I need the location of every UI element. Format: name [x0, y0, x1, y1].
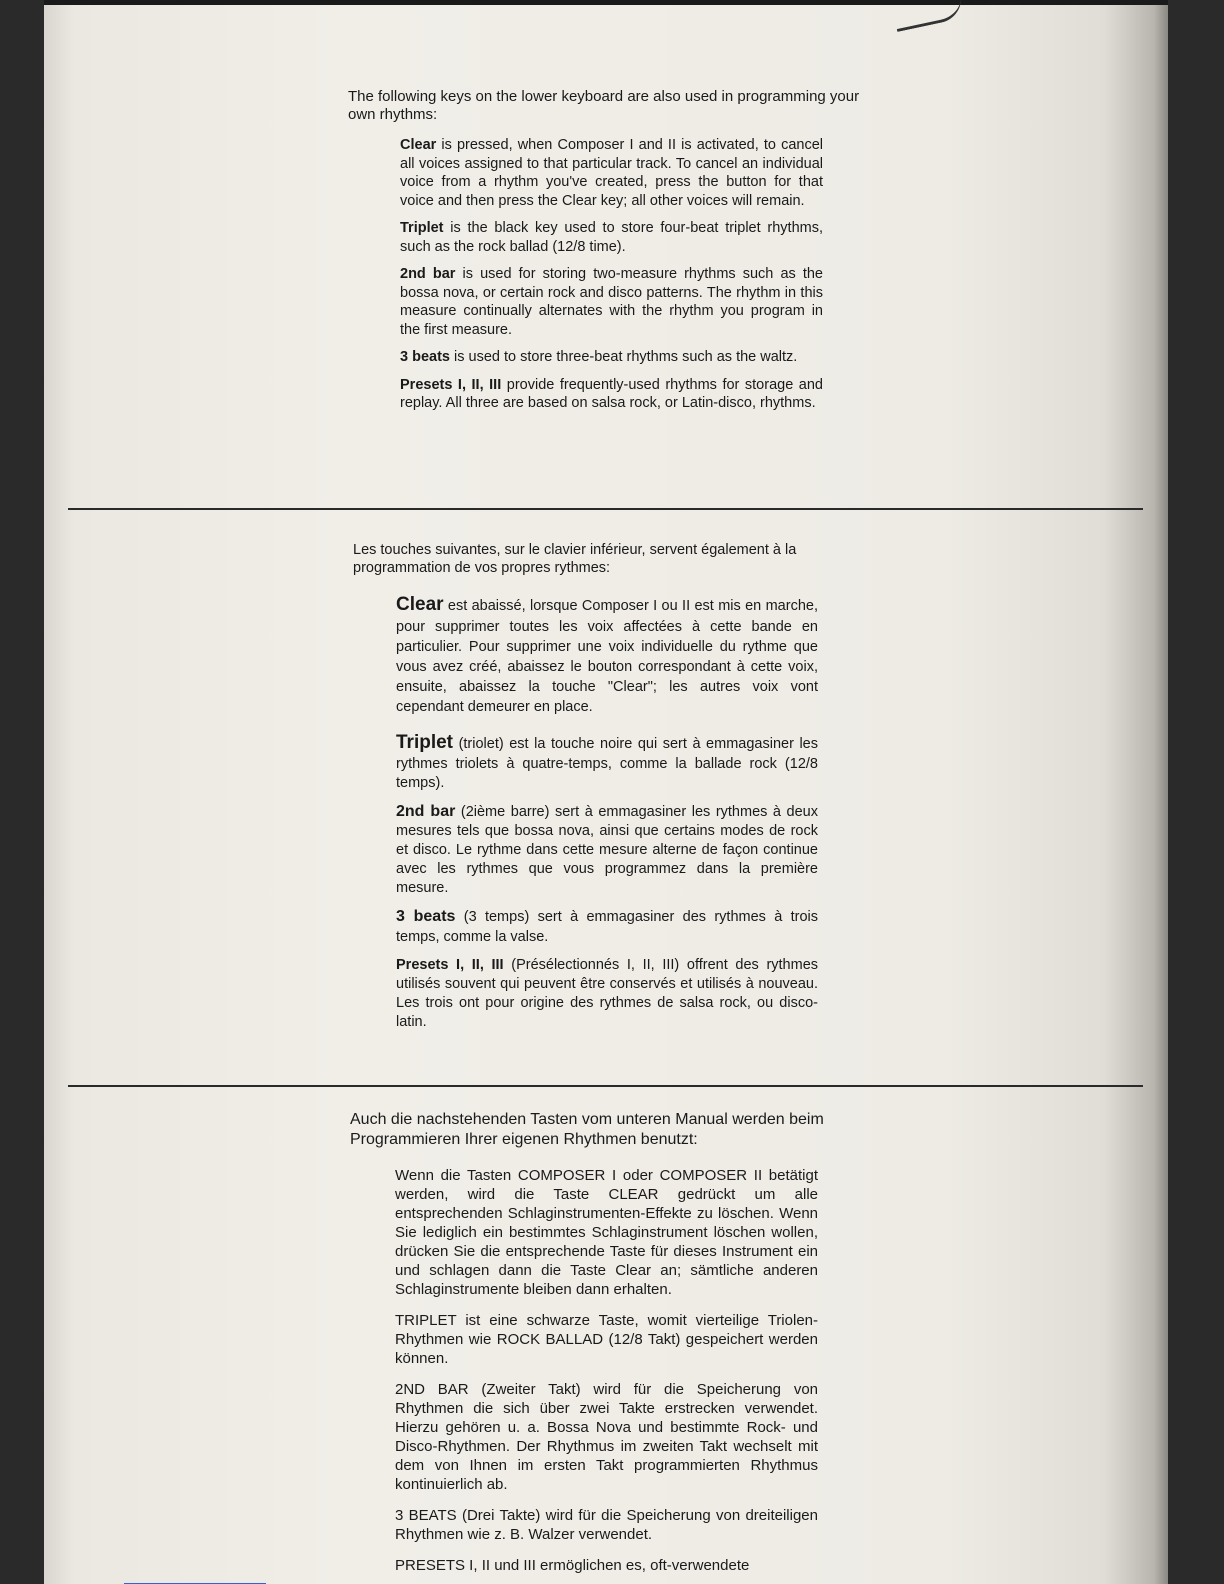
english-item-clear	[400, 136, 823, 210]
french-item-clear	[396, 593, 818, 717]
french-item-presets-text: (Présélectionnés I, II, III) offrent des rythmes utilisés souvent qui peuvent être conservés et utilisés à nouveau. Les trois ont pour origine des rythmes de salsa rock, ou disco-latin.	[396, 957, 819, 1030]
page-top-edge	[44, 0, 1168, 5]
german-item-3-beats: 3 BEATS (Drei Takte) wird für die Speicherung von dreiteiligen Rhythmen wie z. B. Walzer verwendet.	[395, 1507, 818, 1543]
french-item-2nd-bar-text: (2ième barre) sert à emmagasiner les rythmes à deux mesures tels que bossa nova, ainsi que certains modes de rock et disco. Le rythme dans cette mesure alterne de façon continue avec les rythmes que vous programmez dans la première mesure.	[396, 804, 818, 896]
german-item-2nd-bar: 2ND BAR (Zweiter Takt) wird für die Speicherung von Rhythmen die sich über zwei Takte erstrecken verwendet. Hierzu gehören u. a. Bossa Nova und bestimmte Rock- und Disco-Rhythmen. Der Rhythmus im zweiten Takt wechselt mit dem von Ihnen im ersten Takt programmierten Rhythmus kontinuierlich ab.	[395, 1381, 818, 1493]
fr-key-triplet: Triplet	[396, 732, 454, 753]
english-item-presets	[400, 376, 823, 413]
french-item-3-beats-text: (3 temps) sert à emmagasiner des rythmes à trois temps, comme la valse.	[396, 909, 818, 945]
french-item-3-beats	[396, 907, 818, 947]
english-item-3-beats	[400, 348, 823, 367]
key-3-beats: 3 beats	[400, 349, 450, 365]
english-intro: The following keys on the lower keyboard are also used in programming your own rhythms:	[348, 88, 860, 123]
english-section	[348, 88, 860, 422]
german-item-list	[395, 1166, 818, 1575]
french-item-list	[396, 593, 818, 1032]
english-item-2nd-bar-text: is used for storing two-measure rhythms such as the bossa nova, or certain rock and disco patterns. The rhythm in this measure continually alternates with the rhythm you program in the first measure.	[400, 266, 824, 338]
manual-page	[44, 0, 1168, 1584]
german-section	[350, 1110, 870, 1575]
key-triplet: Triplet	[400, 220, 444, 236]
fr-key-clear: Clear	[396, 594, 444, 615]
english-item-2nd-bar	[400, 265, 823, 339]
key-presets: Presets I, II, III	[400, 376, 502, 393]
german-item-clear: Wenn die Tasten COMPOSER I oder COMPOSER II betätigt werden, wird die Taste CLEAR gedrückt um alle entsprechenden Schlaginstrumenten-Effekte zu löschen. Wenn Sie lediglich ein bestimmtes Schlaginstrument löschen wollen, drücken Sie die entsprechende Taste für dieses Instrument ein und schlagen dann die Taste Clear an; sämtliche anderen Schlaginstrumente bleiben dann erhalten.	[395, 1167, 818, 1298]
french-intro: Les touches suivantes, sur le clavier inférieur, servent également à la programmation de vos propres rythmes:	[353, 542, 797, 576]
german-intro: Auch die nachstehenden Tasten vom unteren Manual werden beim Programmieren Ihrer eigenen Rhythmen benutzt:	[350, 1111, 824, 1148]
german-item-presets: PRESETS I, II und III ermöglichen es, oft-verwendete	[395, 1557, 750, 1574]
french-item-triplet-text: (triolet) est la touche noire qui sert à emmagasiner les rythmes triolets à quatre-temps, comme la ballade rock (12/8 temps).	[396, 736, 818, 791]
page-tear-mark	[892, 0, 966, 32]
key-clear: Clear	[400, 137, 437, 153]
section-divider-1	[68, 508, 1143, 510]
english-item-triplet	[400, 219, 823, 256]
english-item-3-beats-text: is used to store three-beat rhythms such as the waltz.	[449, 349, 798, 365]
french-item-triplet	[396, 731, 818, 793]
section-divider-2	[68, 1085, 1143, 1087]
german-item-triplet: TRIPLET ist eine schwarze Taste, womit vierteilige Triolen-Rhythmen wie ROCK BALLAD (12/8 Takt) gespeichert werden können.	[395, 1312, 818, 1367]
english-item-presets-text: provide frequently-used rhythms for storage and replay. All three are based on salsa rock, or Latin-disco, rhythms.	[400, 376, 823, 411]
english-item-triplet-text: is the black key used to store four-beat triplet rhythms, such as the rock ballad (12/8 time).	[400, 220, 823, 255]
key-2nd-bar: 2nd bar	[400, 266, 456, 282]
fr-key-3-beats: 3 beats	[396, 908, 456, 925]
fr-key-2nd-bar: 2nd bar	[396, 803, 456, 820]
french-section	[353, 541, 868, 1041]
fr-key-presets: Presets I, II, III	[396, 957, 504, 973]
english-item-list	[400, 136, 823, 413]
french-item-clear-text: est abaissé, lorsque Composer I ou II est mis en marche, pour supprimer toutes les voix affectées à cette bande en particulier. Pour supprimer une voix individuelle du rythme que vous avez créé, abaissez le bouton correspondant à cette voix, ensuite, abaissez la touche "Clear"; les autres voix vont cependant demeurer en place.	[396, 598, 818, 715]
french-item-presets	[396, 956, 818, 1032]
french-item-2nd-bar	[396, 802, 818, 898]
english-item-clear-text: is pressed, when Composer I and II is activated, to cancel all voices assigned to that particular track. To cancel an individual voice from a rhythm you've created, press the button for that voice and then press the Clear key; all other voices will remain.	[400, 137, 823, 209]
